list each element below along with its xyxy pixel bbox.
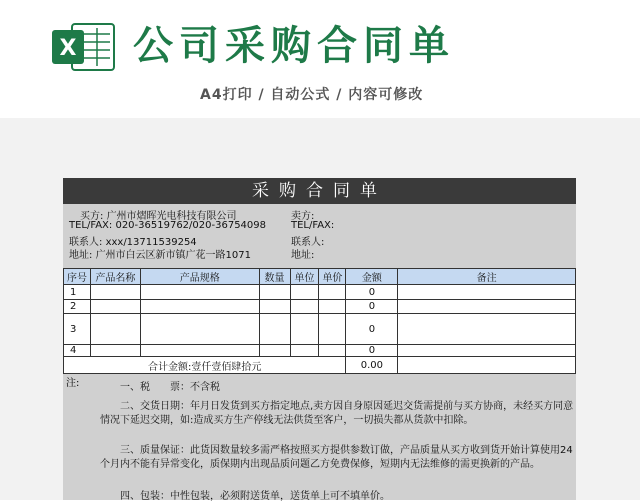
col-header-price: 单价 <box>319 269 346 285</box>
cell-price[interactable] <box>319 285 346 300</box>
seller-address[interactable]: 地址: <box>291 250 315 261</box>
buyer-name-label: 买方: <box>80 211 104 222</box>
cell-product-name[interactable] <box>90 300 140 314</box>
logo-letter: X <box>59 36 77 61</box>
note-packaging: 四、包装：中性包装，必须附送货单，送货单上可不填单价。 <box>120 491 390 502</box>
header-banner <box>0 0 640 110</box>
cell-no[interactable]: 2 <box>64 300 91 314</box>
buyer-tel[interactable] <box>69 220 266 231</box>
total-label: 合计金额:壹仟壹佰肆拾元 <box>64 357 346 374</box>
col-header-product-name: 产品名称 <box>90 269 140 285</box>
col-header-amount: 金额 <box>346 269 398 285</box>
cell-spec[interactable] <box>140 314 259 345</box>
total-row <box>64 357 576 374</box>
cell-price[interactable] <box>319 300 346 314</box>
cell-qty[interactable] <box>259 314 290 345</box>
buyer-tel-value: 020-36519762/020-36754098 <box>115 220 267 231</box>
cell-price[interactable] <box>319 314 346 345</box>
cell-spec[interactable] <box>140 285 259 300</box>
buyer-address[interactable] <box>69 246 251 261</box>
cell-product-name[interactable] <box>90 345 140 357</box>
cell-price[interactable] <box>319 345 346 357</box>
col-header-no: 序号 <box>64 269 91 285</box>
col-header-remark: 备注 <box>398 269 576 285</box>
col-header-qty: 数量 <box>259 269 290 285</box>
cell-no[interactable]: 3 <box>64 314 91 345</box>
cell-remark[interactable] <box>398 314 576 345</box>
cell-remark[interactable] <box>398 345 576 357</box>
cell-amount[interactable]: 0 <box>346 345 398 357</box>
cell-spec[interactable] <box>140 345 259 357</box>
table-row <box>64 314 576 345</box>
cell-amount[interactable]: 0 <box>346 285 398 300</box>
total-value[interactable]: 0.00 <box>346 357 398 374</box>
cell-qty[interactable] <box>259 285 290 300</box>
cell-amount[interactable]: 0 <box>346 300 398 314</box>
note-tax: 一、税 票：不含税 <box>120 382 220 393</box>
note-quality: 三、质量保证：此货因数量较多需严格按照买方提供参数订做，产品质量从买方收到货开始计算使用24个月内不能有异常变化，质保期内出现品质问题乙方免费保修，短期内无法维修的需更换新的产品。 <box>100 445 573 470</box>
col-header-unit: 单位 <box>290 269 319 285</box>
buyer-address-value: 广州市白云区新市镇广花一路1071 <box>95 250 252 261</box>
excel-logo-icon <box>50 20 116 74</box>
cell-spec[interactable] <box>140 300 259 314</box>
seller-contact[interactable]: 联系人: <box>291 237 325 248</box>
cell-no[interactable]: 1 <box>64 285 91 300</box>
buyer-name-value: 广州市熠晖光电科技有限公司 <box>106 211 237 222</box>
seller-name[interactable]: 卖方: <box>291 211 315 222</box>
cell-qty[interactable] <box>259 345 290 357</box>
col-header-spec: 产品规格 <box>140 269 259 285</box>
cell-amount[interactable]: 0 <box>346 314 398 345</box>
seller-tel[interactable]: TEL/FAX: <box>291 220 335 231</box>
items-table <box>63 268 576 374</box>
cell-remark[interactable] <box>398 285 576 300</box>
buyer-tel-label: TEL/FAX: <box>69 220 113 231</box>
cell-no[interactable]: 4 <box>64 345 91 357</box>
note-delivery: 二、交货日期：年月日发货到买方指定地点,卖方因自身原因延迟交货需提前与买方协商，未经买方同意情况下延迟交期，如:造成买方生产停线无法供货至客户，一切损失都从货款中扣除。 <box>100 401 574 426</box>
page-title: 公司采购合同单 <box>133 23 455 69</box>
cell-unit[interactable] <box>290 314 319 345</box>
cell-qty[interactable] <box>259 300 290 314</box>
table-row <box>64 345 576 357</box>
total-remark[interactable] <box>398 357 576 374</box>
cell-product-name[interactable] <box>90 285 140 300</box>
cell-remark[interactable] <box>398 300 576 314</box>
buyer-address-label: 地址: <box>69 250 93 261</box>
buyer-contact-label: 联系人: <box>69 237 103 248</box>
cell-product-name[interactable] <box>90 314 140 345</box>
notes-label: 注: <box>66 378 80 389</box>
contract-title: 采购合同单 <box>63 178 576 204</box>
cell-unit[interactable] <box>290 345 319 357</box>
table-header-row <box>64 269 576 285</box>
page-subtitle: A4打印 / 自动公式 / 内容可修改 <box>200 87 424 103</box>
table-row <box>64 300 576 314</box>
table-row <box>64 285 576 300</box>
cell-unit[interactable] <box>290 300 319 314</box>
buyer-contact-value: xxx/13711539254 <box>105 237 197 248</box>
cell-unit[interactable] <box>290 285 319 300</box>
